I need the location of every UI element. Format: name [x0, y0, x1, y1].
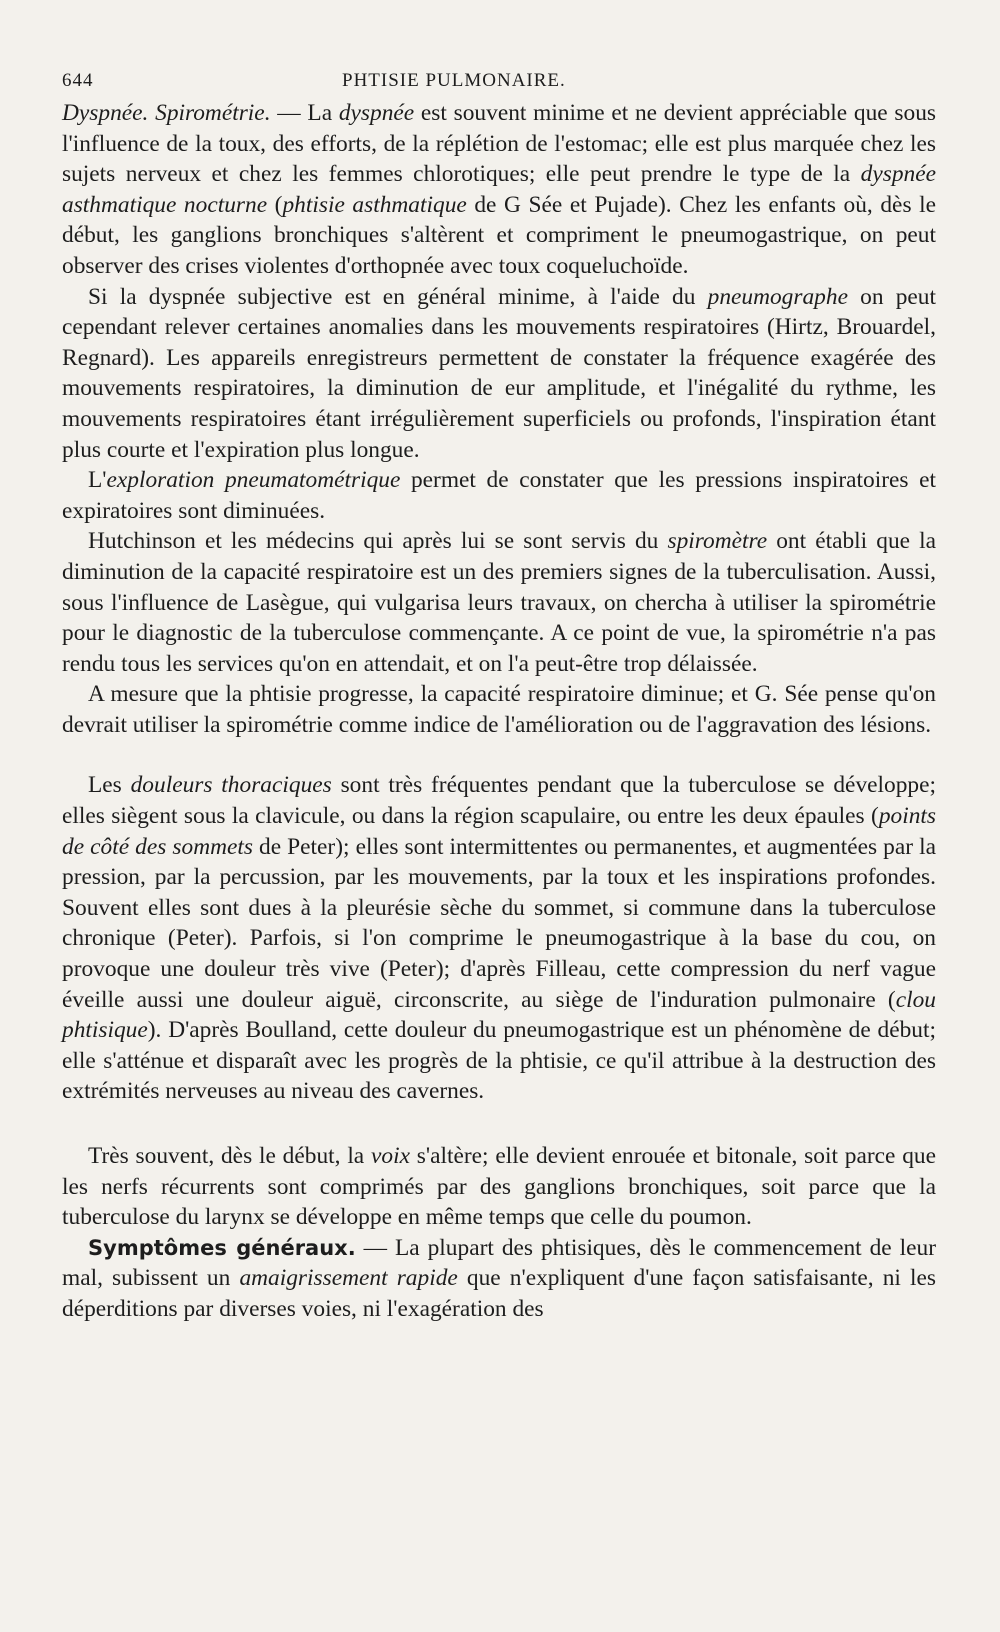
- section-gap: [62, 740, 936, 770]
- paragraph-voix: Très souvent, dès le début, la voix s'altère; elle devient enrouée et bitonale, soit parce que les nerfs récurrents sont comprimés par des ganglions bronchiques, soit parce que la tuberculose du larynx se développe en même temps que celle du poumon.: [62, 1143, 936, 1231]
- section-gap: [62, 1107, 936, 1141]
- page-number: 644: [62, 70, 94, 91]
- paragraph-spirometre: Hutchinson et les médecins qui après lui se sont servis du spiromètre ont établi que la diminution de la capacité respiratoire est un des premiers signes de la tuberculisation. Aussi, sous l'influence de Lasègue, qui vulgarisa leurs travaux, on chercha à utiliser la spirométrie pour le diagnostic de la tuberculose commençante. A ce point de vue, la spirométrie n'a pas rendu tous les services qu'on en attendait, et on l'a peut-être trop délaissée.: [62, 528, 936, 677]
- section-heading: Symptômes généraux.: [88, 1235, 356, 1260]
- paragraph-dyspnee: Dyspnée. Spirométrie. — La dyspnée est souvent minime et ne devient appréciable que sous l'influence de la toux, des efforts, de la réplétion de l'estomac; elle est plus marquée chez les sujets nerveux et chez les femmes chlorotiques; elle peut prendre le type de la dyspnée asthmatique nocturne (phtisie asthmatique de G Sée et Pujade). Chez les enfants où, dès le début, les ganglions bronchiques s'altèrent et compriment le pneumogastrique, on peut observer des crises violentes d'orthopnée avec toux coqueluchoïde.: [62, 100, 937, 279]
- running-title: PHTISIE PULMONAIRE.: [342, 70, 566, 91]
- paragraph-pneumographe: Si la dyspnée subjective est en général minime, à l'aide du pneumographe on peut cependant relever certaines anomalies dans les mouvements respiratoires (Hirtz, Brouardel, Regnard). Les appareils enregistreurs permettent de constater la fréquence exagérée des mouvements respiratoires, la diminution de eur amplitude, et l'inégalité du rythme, les mouvements respiratoires étant irrégulièrement superficiels ou profonds, l'inspiration étant plus courte et l'expiration plus longue.: [62, 283, 936, 463]
- page-header: [62, 70, 936, 92]
- paragraph-capacite: A mesure que la phtisie progresse, la capacité respiratoire diminue; et G. Sée pense qu'on devrait utiliser la spirométrie comme indice de l'amélioration ou de l'aggravation des lésions.: [62, 681, 936, 738]
- paragraph-symptomes-generaux: Symptômes généraux. — La plupart des phtisiques, dès le commencement de leur mal, subissent un amaigrissement rapide que n'expliquent d'une façon satisfaisante, ni les déperditions par diverses voies, ni l'exagération des: [62, 1234, 936, 1322]
- paragraph-douleurs: Les douleurs thoraciques sont très fréquentes pendant que la tuberculose se développe; elles siègent sous la clavicule, ou dans la région scapulaire, ou entre les deux épaules (points de côté des sommets de Peter); elles sont intermittentes ou permanentes, et augmentées par la pression, par la percussion, par les mouvements, par la toux et les inspirations profondes. Souvent elles sont dues à la pleurésie sèche du sommet, si commune dans la tuberculose chronique (Peter). Parfois, si l'on comprime le pneumogastrique à la base du cou, on provoque une douleur très vive (Peter); d'après Filleau, cette compression du nerf vague éveille aussi une douleur aiguë, circonscrite, au siège de l'induration pulmonaire (clou phtisique). D'après Boulland, cette douleur du pneumogastrique est un phénomène de début; elle s'atténue et disparaît avec les progrès de la phtisie, ce qu'il attribue à la destruction des extrémités nerveuses au niveau des cavernes.: [62, 772, 936, 1105]
- paragraph-pneumatometrie: L'exploration pneumatométrique permet de constater que les pressions inspiratoires et expiratoires sont diminuées.: [62, 467, 936, 524]
- section-lead: Dyspnée. Spirométrie.: [62, 100, 271, 126]
